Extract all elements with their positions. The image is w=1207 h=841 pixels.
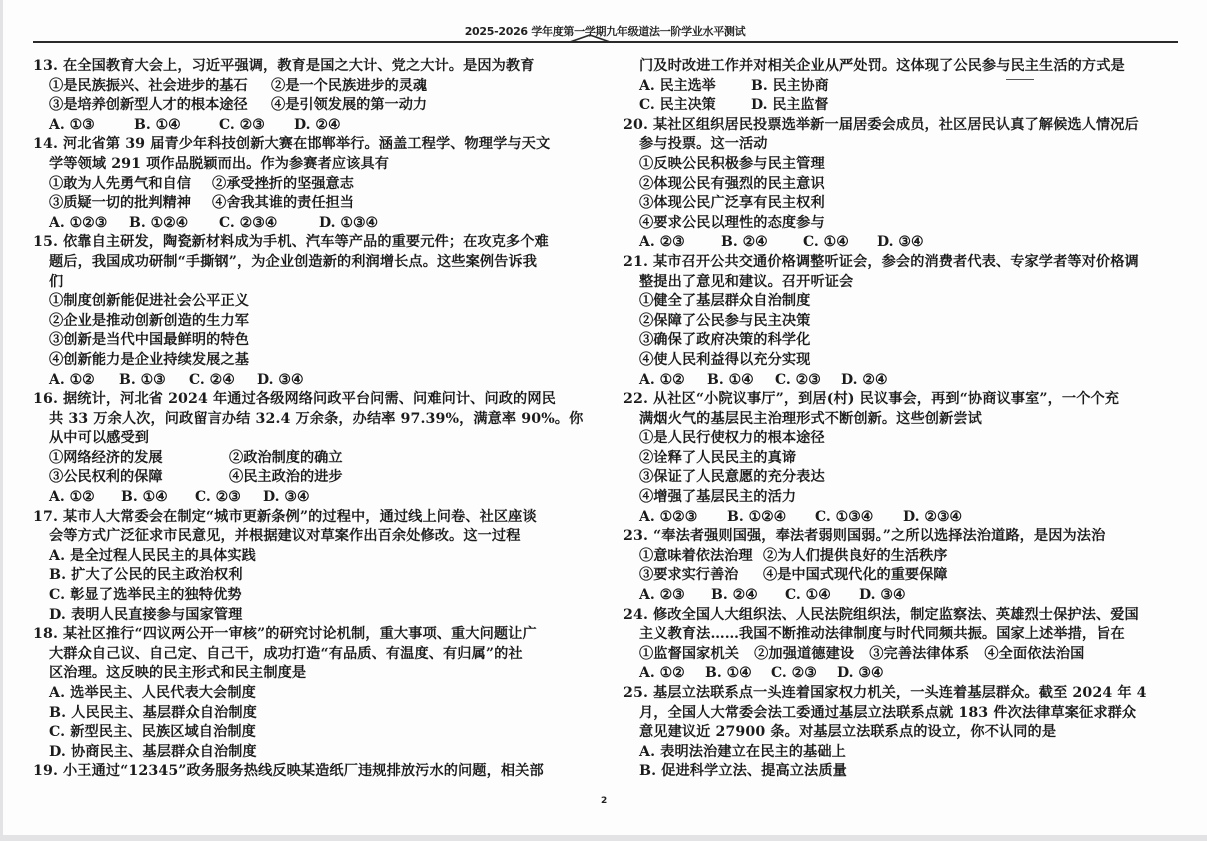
question-13 [33, 57, 603, 135]
statement-row [33, 77, 603, 97]
answer-choices [33, 116, 603, 136]
answer-choices [623, 96, 1193, 116]
question-stem: 会等方式广泛征求市民意见，并根据建议对草案作出百余处修改。这一过程 [49, 528, 521, 545]
statement-row [33, 468, 603, 488]
choice-d[interactable]: D. ②④ [294, 116, 341, 133]
statement: ③体现公民广泛享有民主权利 [639, 195, 825, 212]
choice-b[interactable]: B. 人民民主、基层群众自治制度 [49, 704, 257, 721]
question-stem: 意见建议近 27900 条。对基层立法联系点的设立，你不认同的是 [639, 724, 1057, 741]
question-stem: 15. 依靠自主研发，陶瓷新材料成为手机、汽车等产品的重要元件；在攻克多个难 [33, 234, 549, 251]
question-22 [623, 390, 1193, 527]
question-stem: 共 33 万余人次，问政留言办结 32.4 万余条，办结率 97.39%，满意率 90%。你 [49, 410, 584, 427]
statement: ③保证了人民意愿的充分表达 [639, 469, 825, 486]
choice-b[interactable]: B. ①④ [134, 116, 181, 133]
header-title: 2025-2026 学年度第一学期九年级道法一阶学业水平测试 [464, 25, 746, 38]
page-number: 2 [601, 796, 608, 806]
question-stem: 整提出了意见和建议。召开听证会 [639, 273, 854, 290]
statement-row [33, 194, 603, 214]
statement: ②是一个民族进步的灵魂 [271, 77, 428, 94]
statement-row [33, 175, 603, 195]
statement: ①意味着依法治理 [639, 547, 753, 564]
question-18 [33, 625, 603, 762]
statement: ①是民族振兴、社会进步的基石 [49, 77, 248, 94]
statement: ①健全了基层群众自治制度 [639, 293, 811, 310]
choice-d[interactable]: D. ③④ [859, 587, 906, 604]
statement: ②保障了公民参与民主决策 [639, 312, 811, 329]
answer-choices [623, 371, 1193, 391]
statements-line: ①监督国家机关 ②加强道德建设 ③完善法律体系 ④全面依法治国 [639, 645, 1085, 662]
answer-choices [623, 77, 1193, 97]
question-stem: 22. 从社区“小院议事厅”，到居(村) 民议事会，再到“协商议事室”，一个个充 [623, 391, 1120, 408]
choice-b[interactable]: B. ①④ [707, 371, 754, 388]
statement: ④要求公民以理性的态度参与 [639, 214, 825, 231]
statement: ②企业是推动创新创造的生力军 [49, 312, 250, 329]
choice-b[interactable]: B. ②④ [711, 587, 758, 604]
question-stem: 19. 小王通过“12345”政务服务热线反映某造纸厂违规排放污水的问题，相关部 [33, 763, 544, 780]
question-stem: 24. 修改全国人大组织法、人民法院组织法，制定监察法、英雄烈士保护法、爱国 [623, 606, 1139, 623]
statement: ②为人们提供良好的生活秩序 [763, 547, 948, 564]
statement: ④是引领发展的第一动力 [271, 97, 428, 114]
question-24 [623, 606, 1193, 684]
question-stem: 区治理。这反映的民主形式和民主制度是 [49, 665, 307, 682]
statement: ④使人民利益得以充分实现 [639, 351, 811, 368]
choice-d[interactable]: D. 协商民主、基层群众自治制度 [49, 743, 257, 760]
statement: ④舍我其谁的责任担当 [212, 195, 354, 212]
choice-a[interactable]: A. ②③ [639, 587, 685, 604]
choice-d[interactable]: D. ③④ [837, 665, 884, 682]
choice-a[interactable]: A. ①②③ [49, 214, 108, 231]
statement: ③是培养创新型人才的根本途径 [49, 97, 248, 114]
choice-c[interactable]: C. ①④ [803, 234, 849, 251]
choice-a[interactable]: A. ①② [639, 665, 685, 682]
choice-c[interactable]: C. ②③ [771, 665, 817, 682]
choice-a[interactable]: A. 选举民主、人民代表大会制度 [49, 685, 256, 701]
choice-c[interactable]: C. ②③④ [219, 214, 278, 231]
question-stem: 23. “奉法者强则国强，奉法者弱则国弱。”之所以选择法治道路，是因为法治 [623, 528, 1106, 545]
question-stem: 从中可以感受到 [49, 430, 150, 447]
choice-b[interactable]: B. ②④ [721, 234, 768, 251]
question-stem: 月，全国人大常委会法工委通过基层立法联系点就 183 件次法律草案征求群众 [639, 704, 1137, 721]
choice-c[interactable]: C. 民主决策 [639, 97, 716, 114]
statement: ①网络经济的发展 [49, 449, 163, 466]
question-17 [33, 508, 603, 626]
statement: ④是中国式现代化的重要保障 [763, 567, 948, 584]
statement: ②承受挫折的坚强意志 [212, 175, 354, 192]
statement: ①敢为人先勇气和自信 [49, 175, 191, 192]
answer-choices [623, 508, 1193, 528]
choice-a[interactable]: A. 是全过程人民民主的具体实践 [49, 547, 256, 564]
choice-a[interactable]: A. ①② [639, 371, 685, 388]
statement: ②体现公民有强烈的民主意识 [639, 175, 825, 192]
statement: ②政治制度的确立 [229, 449, 343, 466]
choice-d[interactable]: D. 表明人民直接参与国家管理 [49, 606, 243, 623]
question-15 [33, 233, 603, 390]
question-23 [623, 527, 1193, 605]
question-20 [623, 116, 1193, 253]
statement: ③创新是当代中国最鲜明的特色 [49, 332, 250, 349]
choice-c[interactable]: C. ②④ [189, 371, 235, 388]
left-column [33, 57, 603, 782]
choice-d[interactable]: D. ①③④ [319, 214, 379, 231]
question-stem: 学等领域 291 项作品脱颖而出。作为参赛者应该具有 [49, 155, 390, 172]
choice-b[interactable]: B. ①③ [119, 371, 166, 388]
choice-b[interactable]: B. 促进科学立法、提高立法质量 [639, 763, 847, 780]
choice-c[interactable]: C. 新型民主、民族区域自治制度 [49, 724, 256, 741]
choice-a[interactable]: A. ②③ [639, 234, 685, 251]
choice-a[interactable]: A. ①② [49, 489, 95, 506]
choice-c[interactable]: C. ②③ [219, 116, 265, 133]
choice-d[interactable]: D. ②④ [841, 371, 888, 388]
statement: ①制度创新能促进社会公平正义 [49, 293, 250, 310]
statement-row [33, 96, 603, 116]
statement: ②诠释了人民民主的真谛 [639, 449, 797, 466]
statement: ①是人民行使权力的根本途径 [639, 430, 825, 447]
header-rule [33, 41, 1178, 43]
question-stem: 17. 某市人大常委会在制定“城市更新条例”的过程中，通过线上问卷、社区座谈 [33, 508, 537, 525]
question-21 [623, 253, 1193, 390]
choice-c[interactable]: C. 彰显了选举民主的独特优势 [49, 587, 242, 604]
statement: ③质疑一切的批判精神 [49, 195, 191, 212]
question-19 [33, 762, 603, 782]
choice-d[interactable]: D. ③④ [263, 489, 310, 506]
right-column [623, 57, 1193, 782]
choice-d[interactable]: D. ②③④ [903, 508, 963, 525]
choice-b[interactable]: B. ①④ [705, 665, 752, 682]
question-stem: 16. 据统计，河北省 2024 年通过各级网络问政平台问需、问难问计、问政的网民 [33, 391, 556, 408]
choice-c[interactable]: C. ②③ [775, 371, 821, 388]
choice-a[interactable]: A. ①②③ [639, 508, 698, 525]
statement-row [623, 547, 1193, 567]
question-stem: 13. 在全国教育大会上，习近平强调，教育是国之大计、党之大计。是因为教育 [33, 58, 535, 74]
statement: ④创新能力是企业持续发展之基 [49, 351, 250, 368]
question-16 [33, 390, 603, 508]
answer-choices [623, 664, 1193, 684]
question-stem: 满烟火气的基层民主治理形式不断创新。这些创新尝试 [639, 410, 982, 427]
choice-a[interactable]: A. ①② [49, 371, 95, 388]
choice-b[interactable]: B. ①②④ [727, 508, 787, 525]
exam-page [3, 0, 1207, 835]
answer-choices [623, 586, 1193, 606]
question-stem: 主义教育法……我国不断推动法律制度与时代同频共振。国家上述举措，旨在 [639, 626, 1125, 643]
question-stem: 25. 基层立法联系点一头连着国家权力机关，一头连着基层群众。截至 2024 年 4 [623, 685, 1147, 701]
question-stem: 参与投票。这一活动 [639, 136, 768, 153]
question-19-continued [623, 57, 1193, 116]
statement-row [623, 566, 1193, 586]
question-stem: 们 [49, 273, 64, 290]
choice-c[interactable]: C. ①③④ [815, 508, 874, 525]
question-14 [33, 135, 603, 233]
choice-d[interactable]: D. 民主监督 [751, 97, 829, 114]
question-25 [623, 684, 1193, 782]
question-stem: 20. 某社区组织居民投票选举新一届居委会成员，社区居民认真了解候选人情况后 [623, 116, 1139, 133]
choice-a[interactable]: A. 民主选举 [639, 77, 716, 94]
question-stem: 14. 河北省第 39 届青少年科技创新大赛在邯郸举行。涵盖工程学、物理学与天文 [33, 136, 551, 153]
choice-b[interactable]: B. 民主协商 [751, 77, 829, 94]
statement-row [33, 449, 603, 469]
question-stem: 18. 某社区推行“四议两公开一审核”的研究讨论机制，重大事项、重大问题让广 [33, 626, 537, 643]
choice-b[interactable]: B. ①②④ [129, 214, 189, 231]
question-stem: 21. 某市召开公共交通价格调整听证会，参会的消费者代表、专家学者等对价格调 [623, 253, 1139, 270]
choice-b[interactable]: B. 扩大了公民的民主政治权利 [49, 567, 243, 584]
question-stem: 大群众自己议、自己定、自己干，成功打造“有品质、有温度、有归属”的社 [49, 645, 523, 662]
statement: ③确保了政府决策的科学化 [639, 332, 811, 349]
question-stem: 题后，我国成功研制“手撕钢”，为企业创造新的利润增长点。这些案例告诉我 [49, 253, 538, 270]
statement: ③要求实行善治 [639, 567, 739, 584]
question-stem: 门及时改进工作并对相关企业从严处罚。这体现了公民参与民主生活的方式是 [639, 58, 1125, 74]
choice-d[interactable]: D. ③④ [877, 234, 924, 251]
answer-choices [33, 488, 603, 508]
answer-choices [33, 371, 603, 391]
choice-a[interactable]: A. 表明法治建立在民主的基础上 [639, 743, 846, 760]
choice-c[interactable]: C. ②③ [195, 489, 241, 506]
statement: ①反映公民积极参与民主管理 [639, 155, 825, 172]
choice-d[interactable]: D. ③④ [257, 371, 304, 388]
choice-a[interactable]: A. ①③ [49, 116, 95, 133]
statement: ③公民权利的保障 [49, 469, 163, 486]
statement: ④增强了基层民主的活力 [639, 489, 797, 506]
answer-choices [33, 214, 603, 234]
answer-choices [623, 233, 1193, 253]
choice-c[interactable]: C. ①④ [785, 587, 831, 604]
choice-b[interactable]: B. ①④ [121, 489, 168, 506]
statement: ④民主政治的进步 [229, 469, 343, 486]
